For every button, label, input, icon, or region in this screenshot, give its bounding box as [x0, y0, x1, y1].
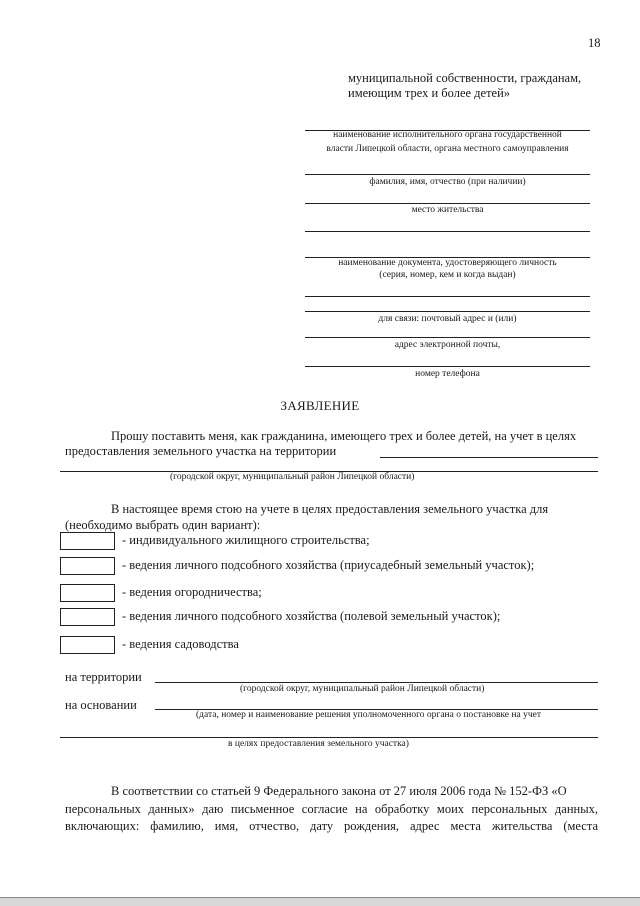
- request-line-1: Прошу поставить меня, как гражданина, имеющего трех и более детей, на учет в целях: [111, 429, 577, 443]
- territory-caption: (городской округ, муниципальный район Липецкой области): [240, 684, 485, 694]
- option-label-3: - ведения огородничества;: [122, 585, 262, 599]
- id-doc-caption-2: (серия, номер, кем и когда выдан): [379, 270, 516, 280]
- option-checkbox-5[interactable]: [60, 636, 115, 654]
- contact-caption: для связи: почтовый адрес и (или): [378, 314, 517, 324]
- option-checkbox-2[interactable]: [60, 557, 115, 575]
- basis-label: на основании: [65, 698, 137, 712]
- option-label-5: - ведения садоводства: [122, 637, 239, 651]
- id-doc-line-2[interactable]: [305, 296, 590, 297]
- page-number: 18: [588, 36, 601, 50]
- territory-label: на территории: [65, 670, 142, 684]
- phone-line[interactable]: [305, 366, 590, 367]
- document-title: ЗАЯВЛЕНИЕ: [280, 398, 360, 413]
- request-line-2: предоставления земельного участка на территории: [65, 444, 337, 458]
- option-label-1: - индивидуального жилищного строительства;: [122, 533, 370, 547]
- option-checkbox-1[interactable]: [60, 532, 115, 550]
- territory-line[interactable]: [155, 682, 598, 683]
- email-caption: адрес электронной почты,: [394, 340, 501, 350]
- basis-caption-2: в целях предоставления земельного участка): [228, 739, 409, 749]
- residence-line-2[interactable]: [305, 231, 590, 232]
- request-territory-line[interactable]: [380, 457, 598, 458]
- authority-caption-2: власти Липецкой области, органа местного самоуправления: [326, 144, 569, 154]
- fio-caption: фамилия, имя, отчество (при наличии): [369, 177, 526, 187]
- residence-caption: место жительства: [411, 205, 484, 215]
- current-line-2: (необходимо выбрать один вариант):: [65, 518, 261, 532]
- phone-caption: номер телефона: [415, 369, 480, 379]
- contact-line[interactable]: [305, 311, 590, 312]
- option-label-2: - ведения личного подсобного хозяйства (приусадебный земельный участок);: [122, 558, 535, 572]
- id-doc-caption-1: наименование документа, удостоверяющего личность: [338, 258, 557, 268]
- fio-line[interactable]: [305, 174, 590, 175]
- option-checkbox-4[interactable]: [60, 608, 115, 626]
- consent-line-1: В соответствии со статьей 9 Федерального закона от 27 июля 2006 года № 152-ФЗ «О: [111, 784, 567, 798]
- current-line-1: В настоящее время стою на учете в целях предоставления земельного участка для: [111, 502, 549, 516]
- consent-line-3: включающих: фамилию, имя, отчество, дату рождения, адрес места жительства (места: [65, 819, 598, 833]
- basis-caption-1: (дата, номер и наименование решения уполномоченного органа о постановке на учет: [196, 710, 541, 720]
- header-line-1: муниципальной собственности, гражданам,: [348, 71, 582, 85]
- request-territory-caption: (городской округ, муниципальный район Липецкой области): [170, 472, 415, 482]
- email-line[interactable]: [305, 337, 590, 338]
- authority-caption-1: наименование исполнительного органа государственной: [333, 130, 562, 140]
- option-checkbox-3[interactable]: [60, 584, 115, 602]
- option-label-4: - ведения личного подсобного хозяйства (полевой земельный участок);: [122, 609, 501, 623]
- basis-line-2[interactable]: [60, 737, 598, 738]
- consent-line-2: персональных данных» даю письменное согласие на обработку моих персональных данных,: [65, 802, 598, 816]
- header-line-2: имеющим трех и более детей»: [348, 86, 511, 100]
- residence-line[interactable]: [305, 203, 590, 204]
